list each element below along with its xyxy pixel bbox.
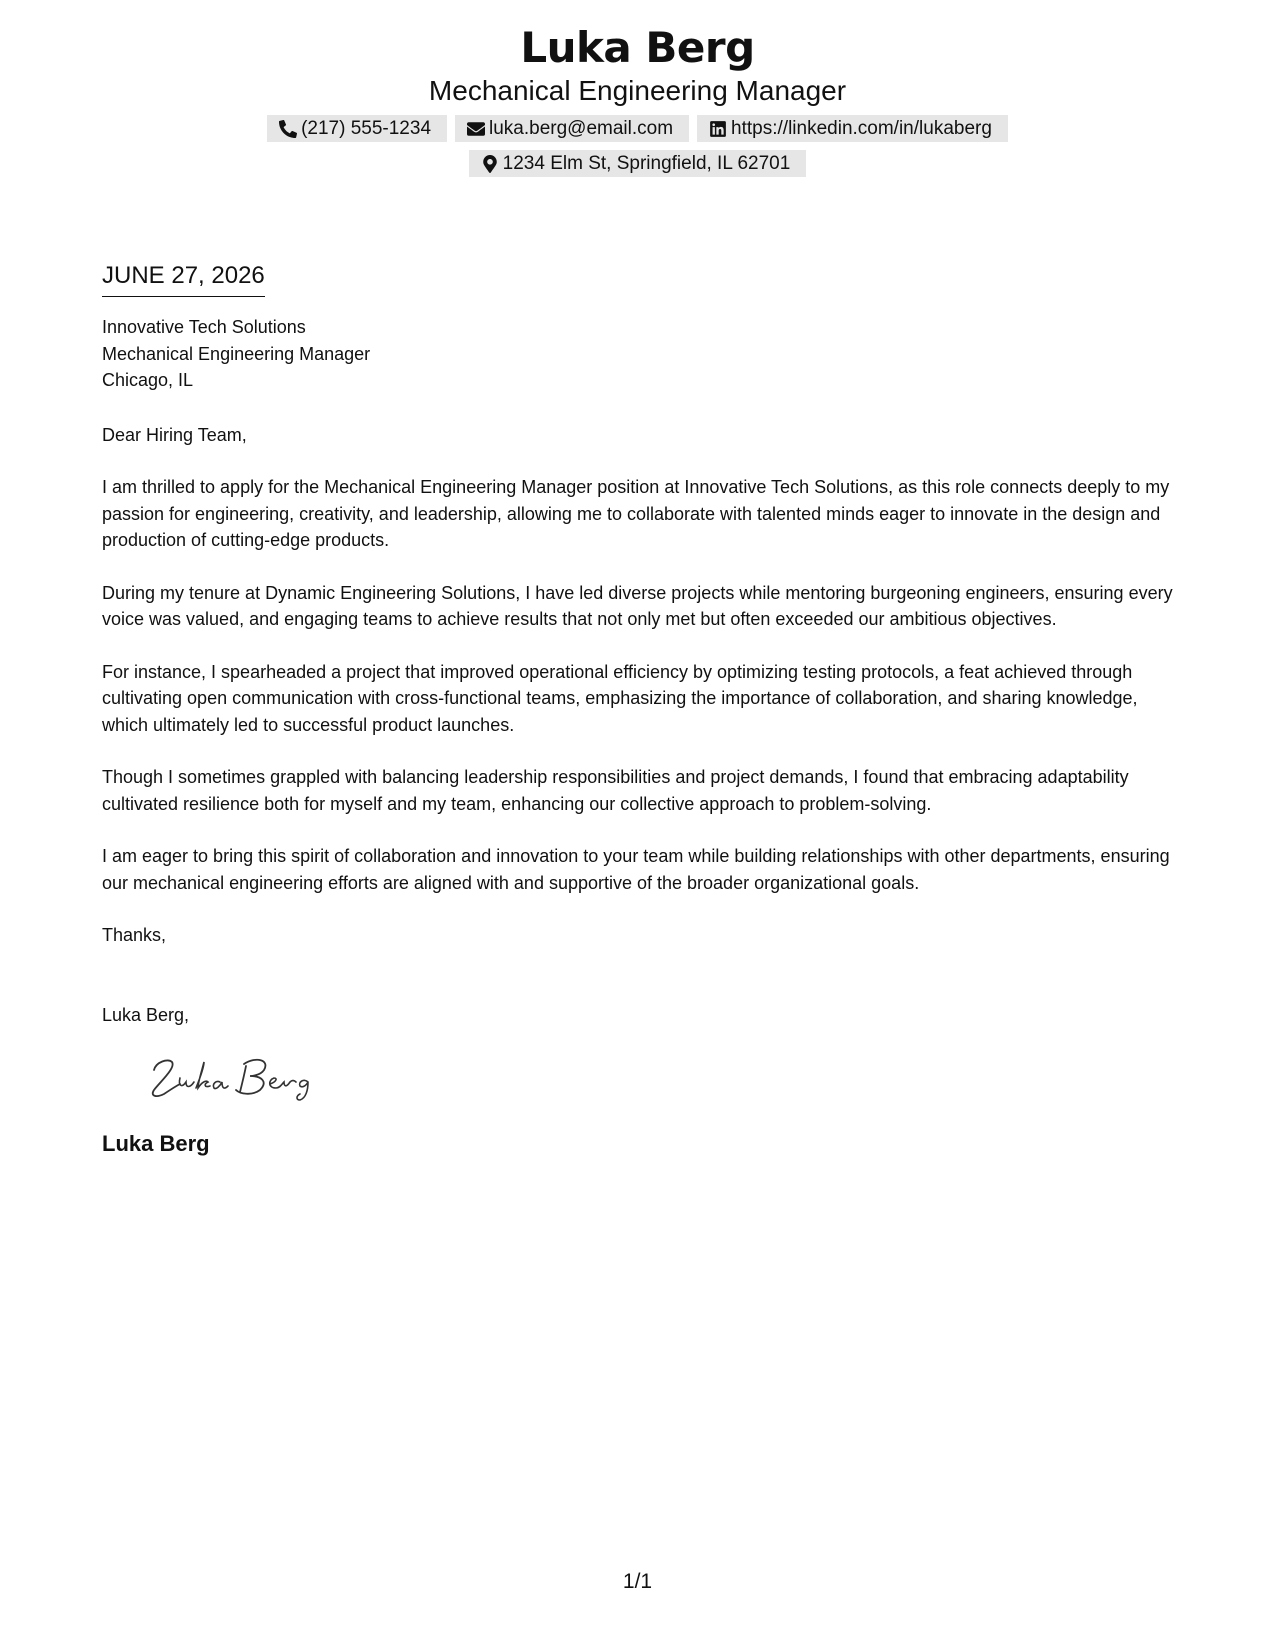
- handwritten-signature: [146, 1048, 326, 1104]
- contact-row: [0, 115, 1275, 142]
- phone-text: (217) 555-1234: [301, 118, 432, 139]
- body-paragraph: I am eager to bring this spirit of collaboration and innovation to your team while building relationships with other departments, ensuring our mechanical engineering efforts are aligned with and supportive of the broader organizational goals.: [102, 846, 1170, 893]
- phone-chip: [267, 115, 447, 142]
- envelope-icon: [467, 120, 485, 138]
- signoff: Luka Berg,: [102, 1004, 190, 1025]
- closing: Thanks,: [102, 925, 167, 945]
- body-paragraph: During my tenure at Dynamic Engineering Solutions, I have led diverse projects while mentoring burgeoning engineers, ensuring every voice was valued, and engaging teams to achieve results that not only met but often exceeded our ambitious objectives.: [102, 582, 1173, 629]
- letter-date: JUNE 27, 2026: [102, 260, 265, 297]
- letter-header: [0, 22, 1275, 177]
- recipient-location: Chicago, IL: [102, 370, 194, 390]
- sender-title: Mechanical Engineering Manager: [428, 75, 847, 106]
- letter-body: [102, 260, 1177, 1158]
- map-pin-icon: [481, 155, 499, 173]
- salutation: Dear Hiring Team,: [102, 424, 247, 445]
- recipient-company: Innovative Tech Solutions: [102, 317, 306, 337]
- page-indicator: 1/1: [622, 1570, 653, 1593]
- recipient-block: [102, 314, 1177, 394]
- address-row: [0, 150, 1275, 177]
- address-chip: [469, 150, 807, 177]
- body-paragraph: I am thrilled to apply for the Mechanical Engineering Manager position at Innovative Tech Solutions, as this role connects deeply to my passion for engineering, creativity, and leadership, allowing me to collaborate with talented minds eager to innovate in the design and production of cutting-edge products.: [102, 477, 1170, 550]
- body-paragraph: Though I sometimes grappled with balancing leadership responsibilities and project demands, I found that embracing adaptability cultivated resilience both for myself and my team, enhancing our collective approach to problem-solving.: [102, 767, 1129, 814]
- linkedin-chip: [697, 115, 1008, 142]
- body-paragraph: For instance, I spearheaded a project that improved operational efficiency by optimizing testing protocols, a feat achieved through cultivating open communication with cross-functional teams, emphasizing the importance of collaboration, and sharing knowledge, which ultimately led to successful product launches.: [102, 661, 1138, 735]
- linkedin-icon: [709, 120, 727, 138]
- signer-name: Luka Berg: [102, 1130, 210, 1156]
- phone-icon: [279, 120, 297, 138]
- email-chip: [455, 115, 689, 142]
- sender-name: Luka Berg: [520, 23, 755, 72]
- address-text: 1234 Elm St, Springfield, IL 62701: [502, 153, 791, 174]
- linkedin-text[interactable]: https://linkedin.com/in/lukaberg: [731, 118, 992, 139]
- email-text[interactable]: luka.berg@email.com: [489, 118, 674, 139]
- recipient-position: Mechanical Engineering Manager: [102, 343, 371, 364]
